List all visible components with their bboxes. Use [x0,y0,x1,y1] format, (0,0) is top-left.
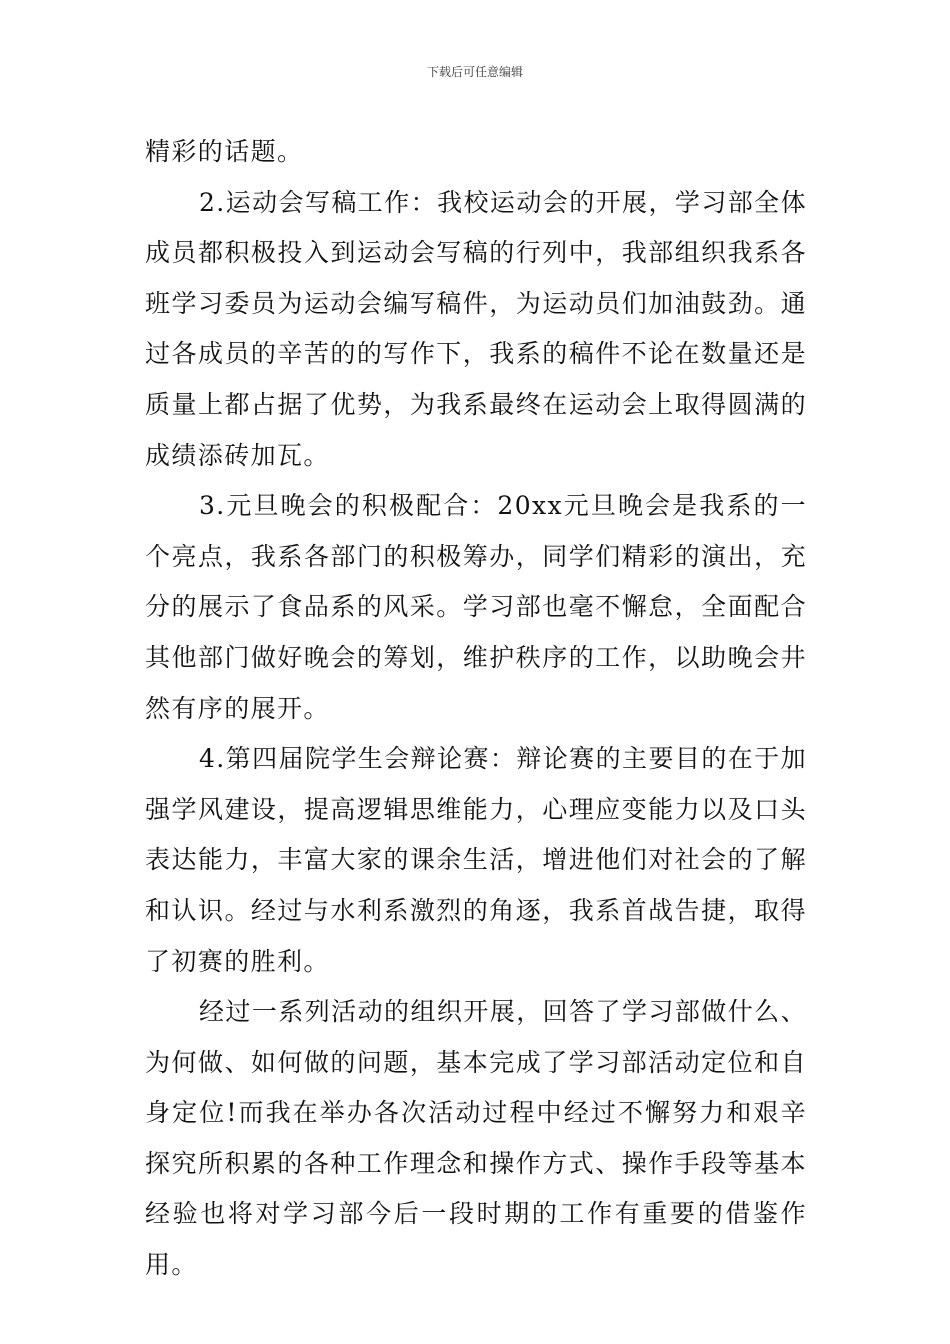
document-body [145,127,807,1291]
paragraph-sports-meet: 2.运动会写稿工作：我校运动会的开展，学习部全体成员都积极投入到运动会写稿的行列中，我部组织我系各班学习委员为运动会编写稿件，为运动员们加油鼓劲。通过各成员的辛苦的的写作下，我系的稿件不论在数量还是质量上都占据了优势，为我系最终在运动会上取得圆满的成绩添砖加瓦。 [145,187,807,470]
paragraph-continuation: 精彩的话题。 [145,137,304,166]
paragraph-debate-contest: 4.第四届院学生会辩论赛：辩论赛的主要目的在于加强学风建设，提高逻辑思维能力，心理应变能力以及口头表达能力，丰富大家的课余生活，增进他们对社会的了解和认识。经过与水利系激烈的角逐，我系首战告捷，取得了初赛的胜利。 [145,744,807,976]
paragraph-summary: 经过一系列活动的组织开展，回答了学习部做什么、为何做、如何做的问题，基本完成了学习部活动定位和自身定位!而我在举办各次活动过程中经过不懈努力和艰辛探究所积累的各种工作理念和操作方式、操作手段等基本经验也将对学习部今后一段时期的工作有重要的借鉴作用。 [145,997,807,1280]
paragraph-new-year-gala: 3.元旦晚会的积极配合：20xx元旦晚会是我系的一个亮点，我系各部门的积极筹办，同学们精彩的演出，充分的展示了食品系的风采。学习部也毫不懈怠，全面配合其他部门做好晚会的筹划，维护秩序的工作，以助晚会井然有序的展开。 [145,491,807,723]
page-header-note: 下载后可任意编辑 [426,65,523,79]
